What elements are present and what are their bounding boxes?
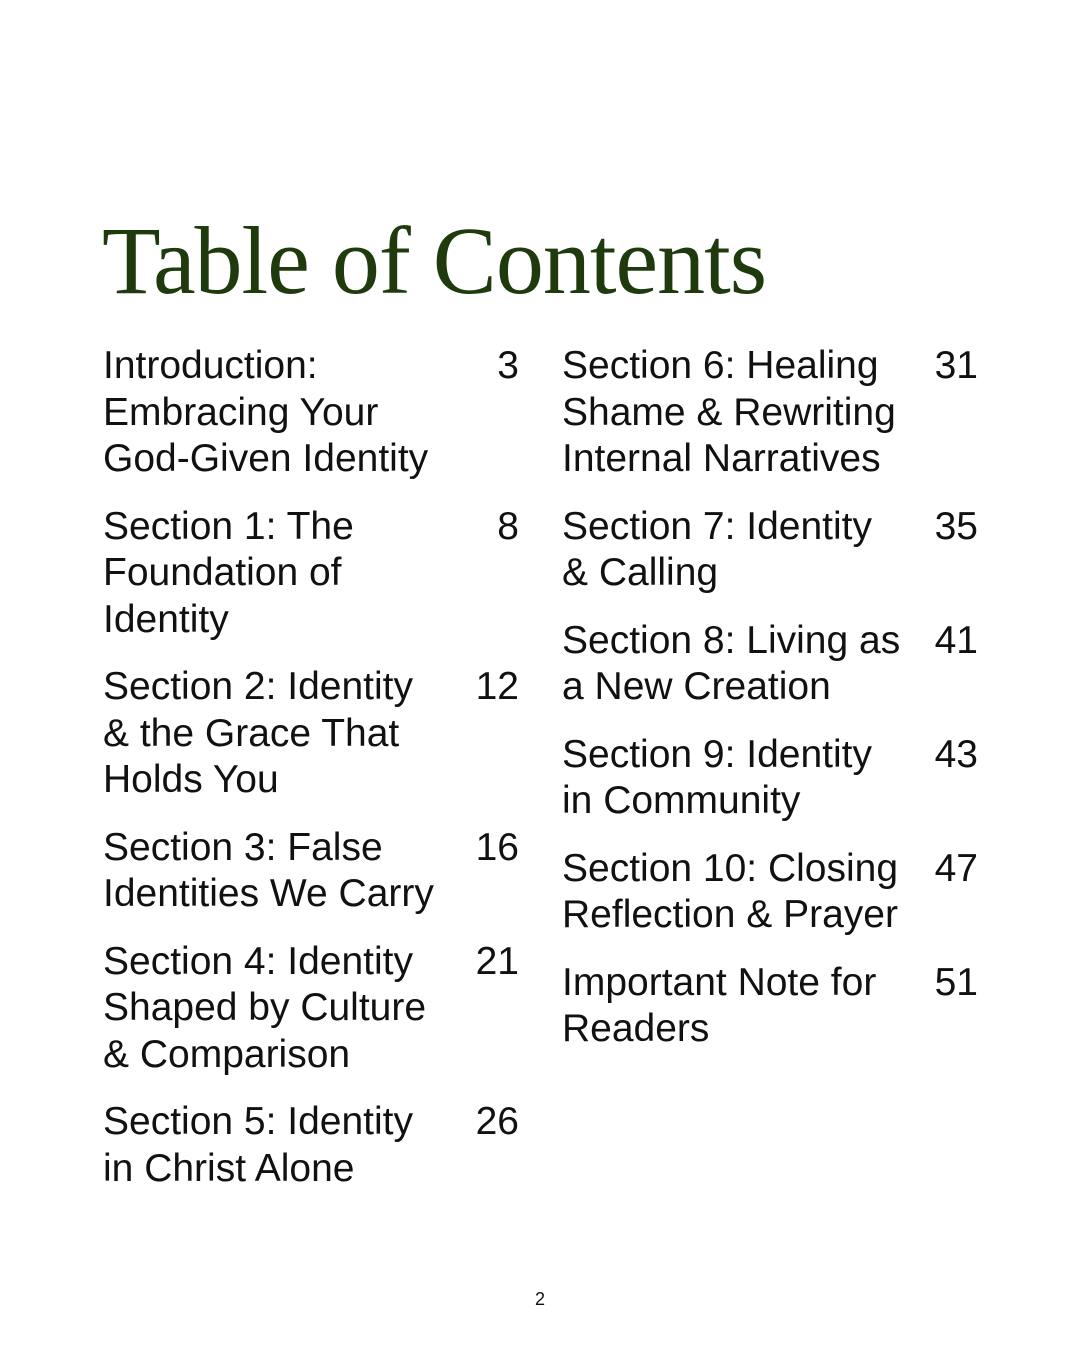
- toc-entry-title: Section 9: Identity in Community: [562, 732, 873, 822]
- toc-entry-page: 43: [934, 732, 978, 776]
- toc-entry-title: Introduction: Embracing Your God-Given Identity: [103, 344, 429, 480]
- toc-entry-title: Section 8: Living as a New Creation: [562, 618, 901, 708]
- toc-entry-page: 21: [475, 939, 519, 983]
- toc-entry-title: Section 2: Identity & the Grace That Holds You: [103, 665, 414, 801]
- toc-entry-title: Section 6: Healing Shame & Rewriting Internal Narratives: [562, 344, 896, 480]
- toc-entry-section-5[interactable]: [103, 1099, 519, 1192]
- toc-entry-section-3[interactable]: [103, 825, 519, 918]
- toc-entry-important-note[interactable]: [562, 960, 978, 1053]
- toc-entry-section-10[interactable]: [562, 846, 978, 939]
- toc-entry-section-4[interactable]: [103, 939, 519, 1079]
- toc-entry-section-7[interactable]: [562, 504, 978, 597]
- toc-entry-page: 47: [934, 846, 978, 890]
- toc-right-column: [562, 343, 978, 1074]
- toc-entry-introduction[interactable]: [103, 343, 519, 483]
- toc-entry-title: Section 10: Closing Reflection & Prayer: [562, 846, 899, 936]
- toc-entry-title: Important Note for Readers: [562, 960, 877, 1050]
- toc-left-column: [103, 343, 519, 1213]
- toc-entry-page: 51: [934, 960, 978, 1004]
- toc-entry-page: 16: [475, 825, 519, 869]
- toc-entry-section-2[interactable]: [103, 664, 519, 804]
- toc-entry-section-1[interactable]: [103, 504, 519, 644]
- toc-entry-section-6[interactable]: [562, 343, 978, 483]
- page-number: 2: [534, 1289, 545, 1309]
- toc-entry-title: Section 3: False Identities We Carry: [103, 825, 434, 915]
- toc-entry-page: 12: [475, 665, 519, 708]
- toc-entry-page: 31: [934, 344, 978, 387]
- toc-entry-page: 26: [475, 1100, 519, 1143]
- toc-entry-title: Section 4: Identity Shaped by Culture & Comparison: [103, 939, 427, 1076]
- toc-entry-title: Section 5: Identity in Christ Alone: [103, 1100, 414, 1190]
- toc-entry-section-9[interactable]: [562, 732, 978, 825]
- toc-entry-title: Section 7: Identity & Calling: [562, 504, 873, 594]
- toc-entry-title: Section 1: The Foundation of Identity: [103, 504, 354, 641]
- toc-entry-section-8[interactable]: [562, 618, 978, 711]
- toc-entry-page: 41: [934, 618, 978, 662]
- toc-entry-page: 3: [497, 344, 519, 387]
- toc-entry-page: 35: [934, 504, 978, 548]
- page-title: Table of Contents: [102, 207, 767, 314]
- toc-entry-page: 8: [497, 504, 519, 548]
